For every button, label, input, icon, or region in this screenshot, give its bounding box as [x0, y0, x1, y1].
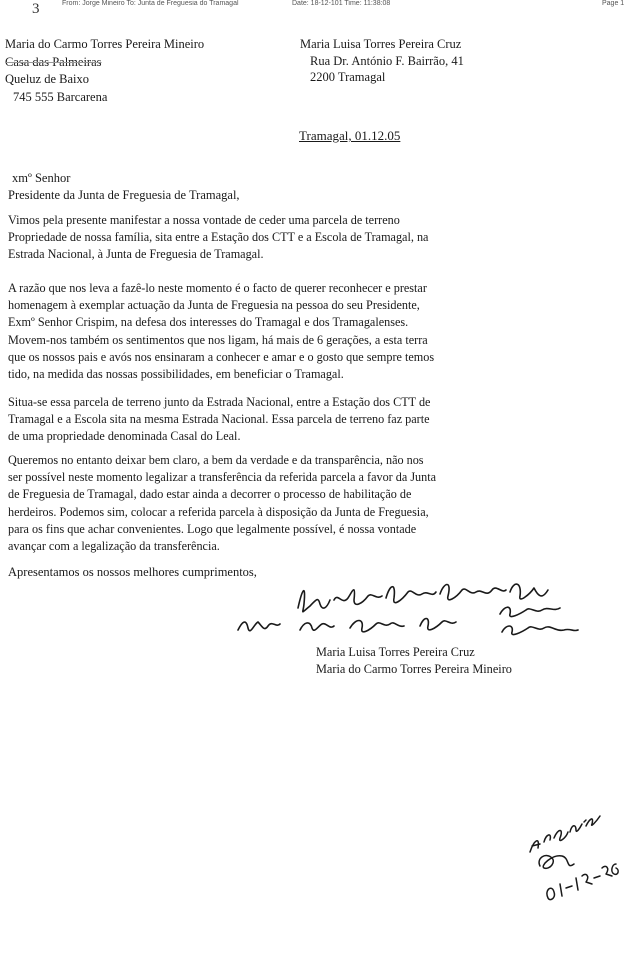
fax-page: Page 1	[602, 0, 625, 7]
handwritten-corner-mark: 3	[32, 1, 40, 17]
recipient-name: Maria Luisa Torres Pereira Cruz	[300, 37, 462, 51]
body-paragraph-2	[8, 280, 608, 383]
body-line: Queremos no entanto deixar bem claro, a bem da verdade e da transparência, não nos	[8, 453, 424, 467]
body-line: Estrada Nacional, à Junta de Freguesia de Tramagal.	[8, 247, 264, 262]
sender-name: Maria do Carmo Torres Pereira Mineiro	[5, 37, 205, 51]
body-line: Tramagal e a Escola sita na mesma Estrada Nacional. Essa parcela de terreno faz parte	[8, 412, 430, 427]
handwritten-archive-annotation	[500, 780, 625, 910]
body-line: Movem-nos também os sentimentos que nos ligam, há mais de 6 gerações, a esta terra	[8, 332, 428, 347]
body-line: de uma propriedade denominada Casal do Leal.	[8, 429, 241, 444]
closing-line: Apresentamos os nossos melhores cumprimentos,	[8, 565, 257, 579]
body-line: Vimos pela presente manifestar a nossa vontade de ceder uma parcela de terreno	[8, 213, 400, 227]
body-line: tido, na medida das nossas possibilidades, em beneficiar o Tramagal.	[8, 367, 344, 382]
sender-house: Casa das Palmeiras	[5, 54, 102, 69]
body-line: Exmº Senhor Crispim, na defesa dos interesses do Tramagal e dos Tramagalenses.	[8, 315, 409, 330]
sender-postal: 745 555 Barcarena	[13, 89, 108, 104]
sender-address	[5, 36, 204, 106]
body-line: ser possível neste momento legalizar a transferência da referida parcela a favor da Junta	[8, 470, 437, 485]
salutation-addressee: Presidente da Junta de Freguesia de Tramagal,	[8, 187, 240, 202]
body-line: A razão que nos leva a fazê-lo neste momento é o facto de querer reconhecer e prestar	[8, 281, 427, 295]
fax-from: From: Jorge Mineiro To: Junta de Freguesia do Tramagal	[62, 0, 239, 7]
body-paragraph-4	[8, 452, 608, 555]
body-line: Situa-se essa parcela de terreno junto da Estrada Nacional, entre a Estação dos CTT de	[8, 395, 431, 409]
body-line: avançar com a legalização da transferência.	[8, 539, 220, 554]
signatory-name-2: Maria do Carmo Torres Pereira Mineiro	[316, 662, 512, 676]
signatory-name-1: Maria Luisa Torres Pereira Cruz	[316, 645, 475, 659]
sender-town: Queluz de Baixo	[5, 72, 90, 86]
recipient-postal: 2200 Tramagal	[310, 70, 386, 84]
body-paragraph-1	[8, 212, 608, 264]
body-line: que os nossos pais e avós nos ensinaram a conhecer e amar e o gosto que sempre temos	[8, 349, 435, 364]
signatory-names	[316, 644, 512, 678]
body-line: Propriedade de nossa família, sita entre a Estação dos CTT e a Escola de Tramagal, na	[8, 230, 429, 245]
fax-date: Date: 18-12-101 Time: 11:38:08	[292, 0, 391, 7]
body-paragraph-3	[8, 394, 608, 446]
salutation-title: xmº Senhor	[12, 171, 71, 185]
body-line: homenagem à exemplar actuação da Junta de Freguesia na pessoa do seu Presidente,	[8, 298, 420, 313]
body-line: herdeiros. Podemos sim, colocar a referida parcela à disposição da Junta de Freguesia,	[8, 504, 429, 519]
salutation	[8, 170, 240, 203]
recipient-street: Rua Dr. António F. Bairrão, 41	[310, 53, 464, 68]
handwritten-signatures	[230, 570, 590, 650]
recipient-address	[300, 36, 464, 86]
body-line: de Freguesia de Tramagal, dado estar ainda a decorrer o processo de habilitação de	[8, 487, 412, 502]
body-line: para os fins que achar convenientes. Logo que legalmente possível, é nossa vontade	[8, 521, 417, 536]
letter-date: Tramagal, 01.12.05	[299, 128, 401, 143]
